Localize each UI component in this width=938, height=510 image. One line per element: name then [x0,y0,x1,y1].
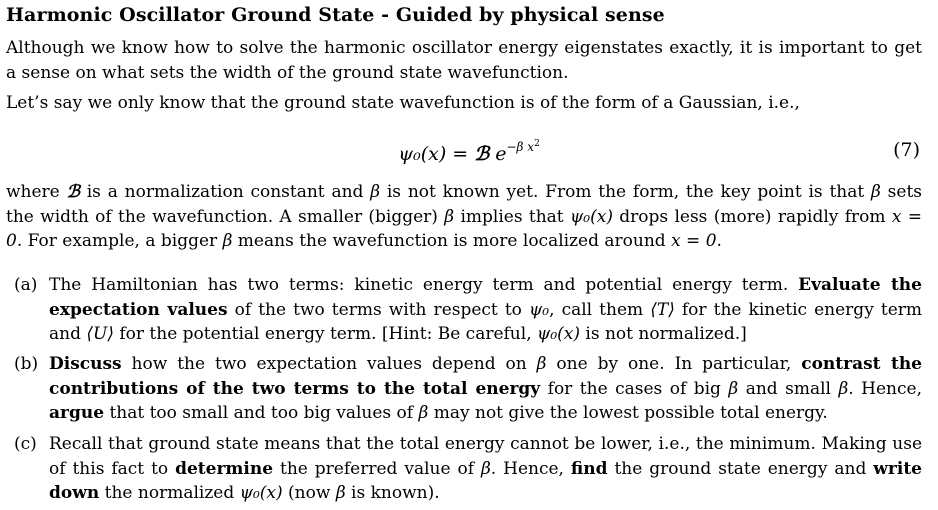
potential-expectation-symbol: ⟨U⟩ [86,324,114,344]
item-label: (a) [14,275,38,295]
item-emphasis: write down [49,458,922,503]
explanation-text: drops less (more) rapidly from [612,206,892,227]
psi0x-symbol: ψ₀(x) [569,206,613,227]
item-text [49,352,922,426]
equation-number: (7) [893,139,920,161]
equation-lhs: ψ₀(x) = [398,143,475,165]
item-text-run: The Hamiltonian has two terms: kinetic energy term and potential energy term. [49,275,799,295]
item-text-run: one by one. In particular, [546,354,802,374]
x-equals-zero: x = 0 [6,206,922,251]
item-text-run: . Hence, [848,378,922,399]
psi0x-symbol: ψ₀(x) [239,483,283,503]
item-text-run: (now [282,483,336,503]
beta-symbol: β [838,378,849,399]
equation-exponential: e [495,143,507,165]
x-equals-zero: x = 0 [671,231,717,251]
intro-paragraph: Although we know how to solve the harmonic oscillator energy eigenstates exactly, it is important to get a sense on what sets the width of the ground state wavefunction. [6,38,922,83]
normalization-constant-symbol: ℬ [66,182,80,202]
explanation-text: implies that [454,206,570,227]
item-emphasis: contrast the contributions of the two terms to the total energy [49,354,922,399]
beta-symbol: β [480,458,491,479]
item-emphasis: find [570,458,608,479]
item-text-run: that too small and too big values of [104,403,419,423]
item-text-run: , call them [549,299,651,320]
list-item-a [0,273,922,347]
item-text-run: for the kinetic energy term and [49,299,922,344]
psi0-symbol: ψ₀ [528,299,550,320]
item-text-run: and small [738,378,839,399]
equation-normalization-constant: ℬ [474,143,490,165]
item-label: (b) [14,354,39,374]
explanation-text: is a normalization constant and [79,182,371,202]
page-title: Harmonic Oscillator Ground State - Guided by physical sense [6,4,665,26]
beta-symbol: β [222,231,233,251]
explanation-paragraph [6,180,922,254]
explanation-text: is not known yet. From the form, the key point is that [380,182,872,202]
beta-symbol: β [728,378,739,399]
explanation-text: . For example, a bigger [16,231,223,251]
equation-exponent [506,140,539,154]
item-text-run: how the two expectation values depend on [121,354,537,374]
item-text-run: is known). [345,483,440,503]
psi0x-symbol: ψ₀(x) [537,324,581,344]
beta-symbol: β [444,206,455,227]
beta-symbol: β [536,354,547,374]
item-emphasis: Evaluate the expectation values [49,275,922,320]
kinetic-expectation-symbol: ⟨T⟩ [650,299,675,320]
item-text-run: is not normalized.] [580,324,747,344]
beta-symbol: β [370,182,381,202]
item-text-run: the preferred value of [273,458,481,479]
explanation-text: means the wavefunction is more localized around [232,231,672,251]
beta-symbol: β [871,182,881,202]
list-item-c [0,432,922,506]
explanation-text: where [6,182,67,202]
item-emphasis: determine [175,458,274,479]
item-text-run: Recall that ground state means that the total energy cannot be lower, i.e., the minimum. Making use of this fact to [49,434,922,479]
item-text-run: may not give the lowest possible total energy. [428,403,828,423]
equation-exponent-power: 2 [534,139,540,149]
equation-exponent-base: −β x [506,140,535,154]
item-label: (c) [14,434,37,454]
item-text [49,432,922,506]
item-text-run: for the potential energy term. [Hint: Be careful, [113,324,538,344]
wavefunction-equation [0,139,938,165]
beta-symbol: β [335,483,346,503]
item-text-run: the normalized [99,483,240,503]
gaussian-lead-paragraph: Let’s say we only know that the ground state wavefunction is of the form of a Gaussian, i.e., [6,93,800,113]
item-emphasis: Discuss [49,354,122,374]
list-item-b [0,352,922,426]
item-text-run: for the cases of big [540,378,729,399]
explanation-text: . [716,231,722,251]
explanation-text: sets the width of the wavefunction. A smaller (bigger) [6,182,922,227]
item-text [49,273,922,347]
item-emphasis: argue [49,403,105,423]
beta-symbol: β [418,403,429,423]
item-text-run: . Hence, [490,458,571,479]
item-text-run: the ground state energy and [607,458,874,479]
item-text-run: of the two terms with respect to [227,299,529,320]
